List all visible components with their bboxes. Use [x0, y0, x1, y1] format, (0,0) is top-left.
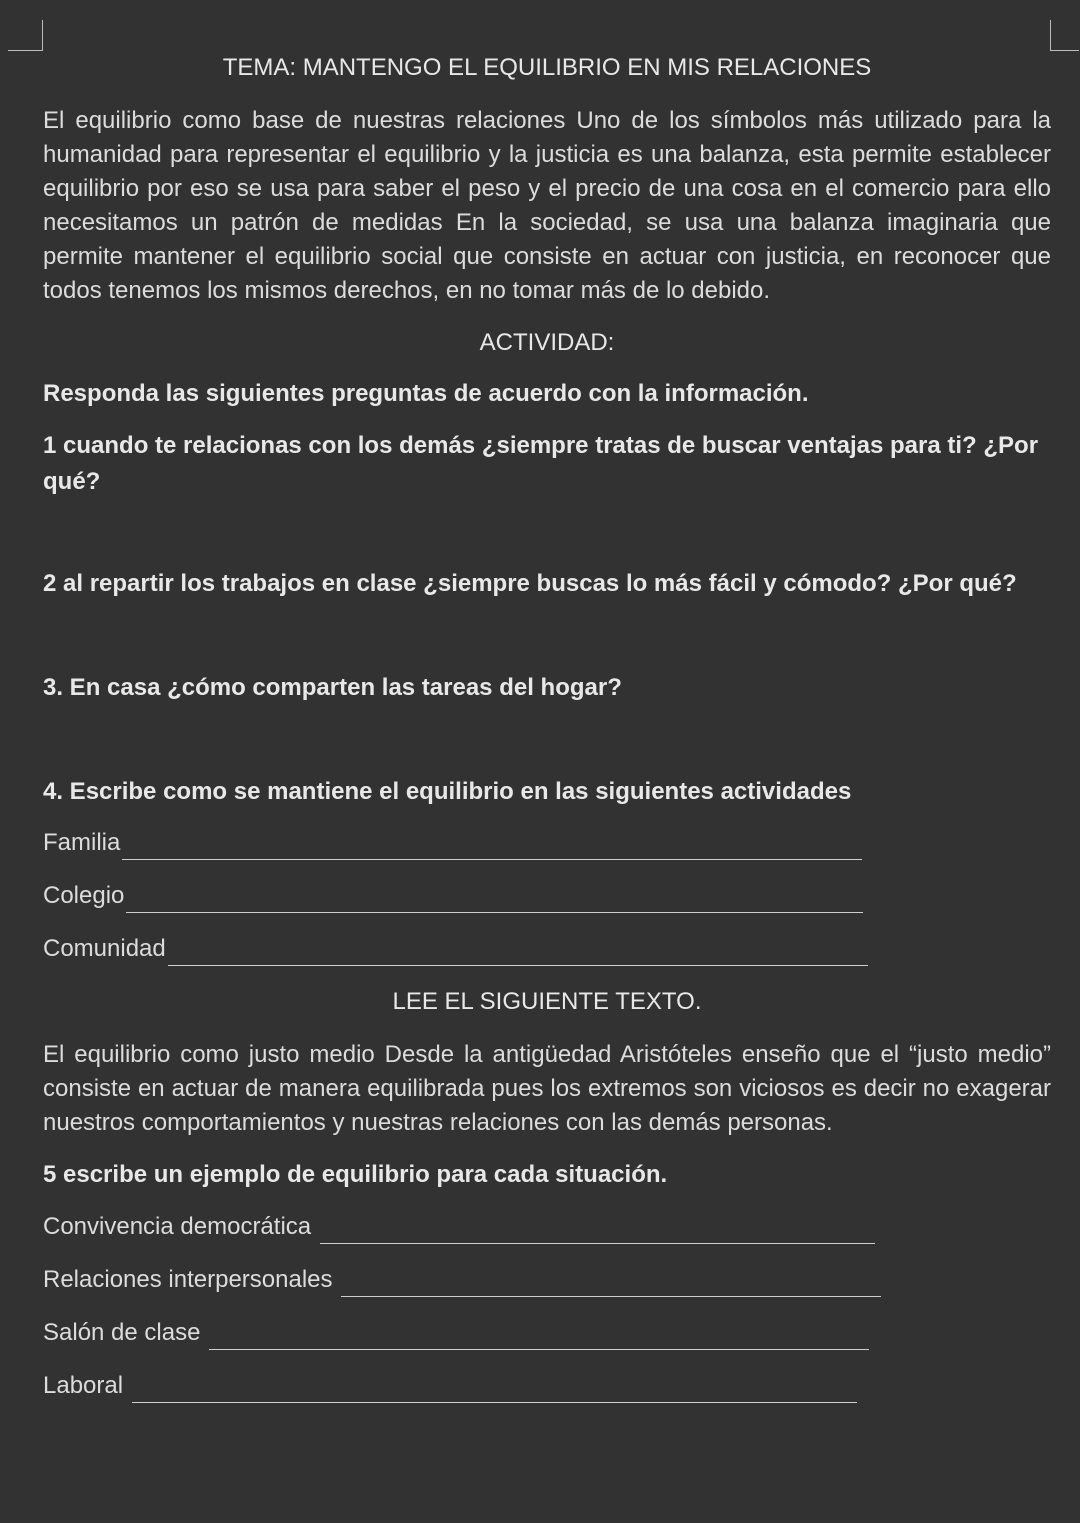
- question-3: 3. En casa ¿cómo comparten las tareas del hogar?: [43, 674, 622, 701]
- answer-line[interactable]: [341, 1270, 881, 1297]
- second-paragraph: El equilibrio como justo medio Desde la antigüedad Aristóteles enseño que el “justo medio” consiste en actuar de manera equilibrada pues los extremos son viciosos es decir no exagerar nuestros comportamientos y nuestras relaciones con las demás personas.: [43, 1041, 1051, 1136]
- field-label: Colegio: [43, 882, 125, 909]
- read-heading: LEE EL SIGUIENTE TEXTO.: [392, 988, 702, 1015]
- page-corner-mark-right: [1050, 20, 1079, 51]
- field-label: Comunidad: [43, 935, 166, 962]
- document-title: TEMA: MANTENGO EL EQUILIBRIO EN MIS RELACIONES: [222, 54, 872, 81]
- question-1: 1 cuando te relacionas con los demás ¿siempre tratas de buscar ventajas para ti? ¿Por qué?: [43, 432, 1039, 495]
- field-colegio: [43, 879, 1051, 913]
- field-relaciones-interpersonales: [43, 1263, 1051, 1297]
- question-4: 4. Escribe como se mantiene el equilibrio en las siguientes actividades: [43, 778, 852, 805]
- field-label: Laboral: [43, 1372, 130, 1399]
- activity-heading: ACTIVIDAD:: [479, 329, 615, 356]
- answer-line[interactable]: [209, 1323, 869, 1350]
- field-label: Convivencia democrática: [43, 1213, 318, 1240]
- document-content: [43, 51, 1051, 1403]
- field-label: Relaciones interpersonales: [43, 1266, 340, 1293]
- field-label: Salón de clase: [43, 1319, 208, 1346]
- answer-line[interactable]: [132, 1376, 857, 1403]
- field-familia: [43, 826, 1051, 860]
- answer-line[interactable]: [168, 939, 868, 966]
- field-salon-de-clase: [43, 1316, 1051, 1350]
- page-corner-mark-left: [8, 20, 43, 51]
- intro-paragraph: El equilibrio como base de nuestras relaciones Uno de los símbolos más utilizado para la humanidad para representar el equilibrio y la justicia es una balanza, esta permite establecer equilibrio por eso se usa para saber el peso y el precio de una cosa en el comercio para ello necesitamos un patrón de medidas En la sociedad, se usa una balanza imaginaria que permite mantener el equilibrio social que consiste en actuar con justicia, en reconocer que todos tenemos los mismos derechos, en no tomar más de lo debido.: [43, 107, 1051, 304]
- answer-line[interactable]: [122, 833, 862, 860]
- field-laboral: [43, 1369, 1051, 1403]
- field-convivencia-democratica: [43, 1210, 1051, 1244]
- question-5: 5 escribe un ejemplo de equilibrio para cada situación.: [43, 1161, 668, 1188]
- field-comunidad: [43, 932, 1051, 966]
- answer-line[interactable]: [126, 886, 863, 913]
- field-label: Familia: [43, 829, 121, 856]
- answer-line[interactable]: [320, 1217, 875, 1244]
- question-2: 2 al repartir los trabajos en clase ¿siempre buscas lo más fácil y cómodo? ¿Por qué?: [43, 570, 1017, 597]
- instruction-text: Responda las siguientes preguntas de acuerdo con la información.: [43, 380, 809, 407]
